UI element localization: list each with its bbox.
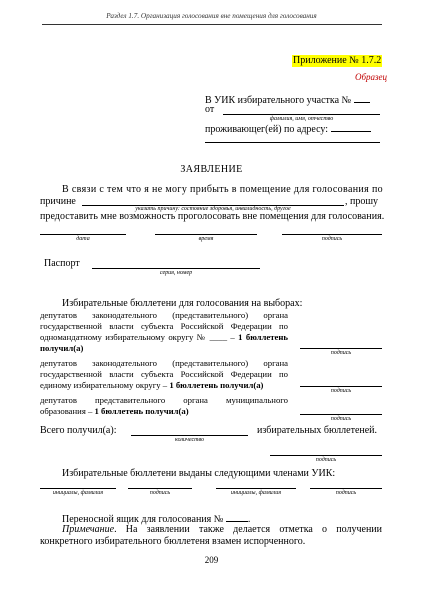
addressee-uik: [205, 93, 370, 107]
ballot-item-3-received: 1 бюллетень получил(а): [94, 406, 189, 416]
address-field-line-2[interactable]: [205, 142, 380, 143]
issued-by-text: Избирательные бюллетени выданы следующими членами УИК:: [62, 468, 336, 479]
ballots-heading: Избирательные бюллетени для голосования на выборах:: [62, 298, 303, 309]
ballot-item-2-signature-field[interactable]: [300, 386, 382, 387]
time-caption: время: [198, 236, 214, 242]
signature-caption: подпись: [321, 236, 343, 242]
addressee-uik-label: В УИК избирательного участка №: [205, 95, 352, 106]
ballot-item-3-signature-field[interactable]: [300, 414, 382, 415]
portable-box-label: Переносной ящик для голосования №: [62, 514, 224, 525]
total-suffix: избирательных бюллетеней.: [257, 425, 378, 436]
total-signature-caption: подпись: [315, 457, 337, 463]
member-1-signature-field[interactable]: [128, 488, 192, 489]
addressee-from-label: от: [205, 104, 215, 115]
date-field[interactable]: [40, 234, 126, 235]
ballot-item-2-text: депутатов законодательного (представительного) органа государственной власти субъекта Российской Федерации по единому избирательному округу –: [40, 358, 288, 390]
total-count-field[interactable]: [131, 435, 248, 436]
reason-prefix: причине: [40, 196, 76, 207]
precinct-number-field[interactable]: [354, 93, 370, 103]
ballot-item-1-signature-caption: подпись: [330, 350, 352, 356]
ballot-item-1-text: депутатов законодательного (представительного) органа государственной власти субъекта Российской Федерации по одномандатному избирательному округу № ____ –: [40, 310, 288, 342]
appendix-label: Приложение № 1.7.2: [293, 55, 382, 66]
ballot-item-2-received: 1 бюллетень получил(а): [169, 380, 264, 390]
body-para-start: В связи с тем что я не могу прибыть в помещение для голосования по: [62, 184, 383, 195]
member-1-name-caption: инициалы, фамилия: [52, 490, 104, 496]
signature-field[interactable]: [282, 234, 382, 235]
ballot-item-1-received: 1 бюллетень получил(а): [40, 332, 288, 353]
ballot-item-3: [40, 395, 288, 417]
member-1-signature-caption: подпись: [149, 490, 171, 496]
header-rule: [42, 24, 382, 25]
address-field[interactable]: [331, 122, 371, 132]
passport-field[interactable]: [92, 268, 260, 269]
sample-mark: Образец: [355, 72, 388, 82]
ballot-item-1-signature-field[interactable]: [300, 348, 382, 349]
member-2-signature-caption: подпись: [335, 490, 357, 496]
total-signature-field[interactable]: [270, 455, 382, 456]
ballot-item-3-text: депутатов представительного органа муниципального образования –: [40, 395, 288, 416]
member-2-name-field[interactable]: [216, 488, 296, 489]
time-field[interactable]: [155, 234, 257, 235]
residing-row: [205, 122, 371, 136]
ballot-item-2: [40, 358, 288, 391]
body-para-end: предоставить мне возможность проголосовать вне помещения для голосования.: [40, 211, 385, 222]
fio-field[interactable]: [223, 114, 380, 115]
member-1-name-field[interactable]: [40, 488, 116, 489]
page-number: 209: [204, 555, 219, 565]
passport-label: Паспорт: [44, 258, 80, 269]
portable-box-suffix: .: [247, 514, 251, 525]
member-2-name-caption: инициалы, фамилия: [230, 490, 282, 496]
total-prefix: Всего получил(а):: [40, 425, 117, 436]
fio-caption: фамилия, имя, отчество: [269, 116, 334, 122]
document-title: ЗАЯВЛЕНИЕ: [180, 164, 243, 175]
ballot-item-2-signature-caption: подпись: [330, 388, 352, 394]
note-label: Примечание: [62, 524, 115, 535]
ballot-item-3-signature-caption: подпись: [330, 416, 352, 422]
reason-caption: указать причину: состояние здоровья, инвалидность, другое: [135, 206, 291, 212]
running-header: Раздел 1.7. Организация голосования вне помещения для голосования: [106, 12, 317, 20]
note-text: . На заявлении также делается отметка о получении конкретного избирательного бюллетеня взамен испорченного.: [40, 524, 382, 547]
residing-label: проживающег(ей) по адресу:: [205, 124, 329, 135]
ballot-item-1: [40, 310, 288, 354]
reason-suffix: , прошу: [345, 196, 379, 207]
date-caption: дата: [76, 236, 90, 242]
passport-caption: серия, номер: [159, 270, 193, 276]
member-2-signature-field[interactable]: [310, 488, 382, 489]
portable-box-number-field[interactable]: [226, 512, 248, 522]
note-paragraph: [40, 524, 382, 548]
total-count-caption: количество: [174, 437, 204, 443]
